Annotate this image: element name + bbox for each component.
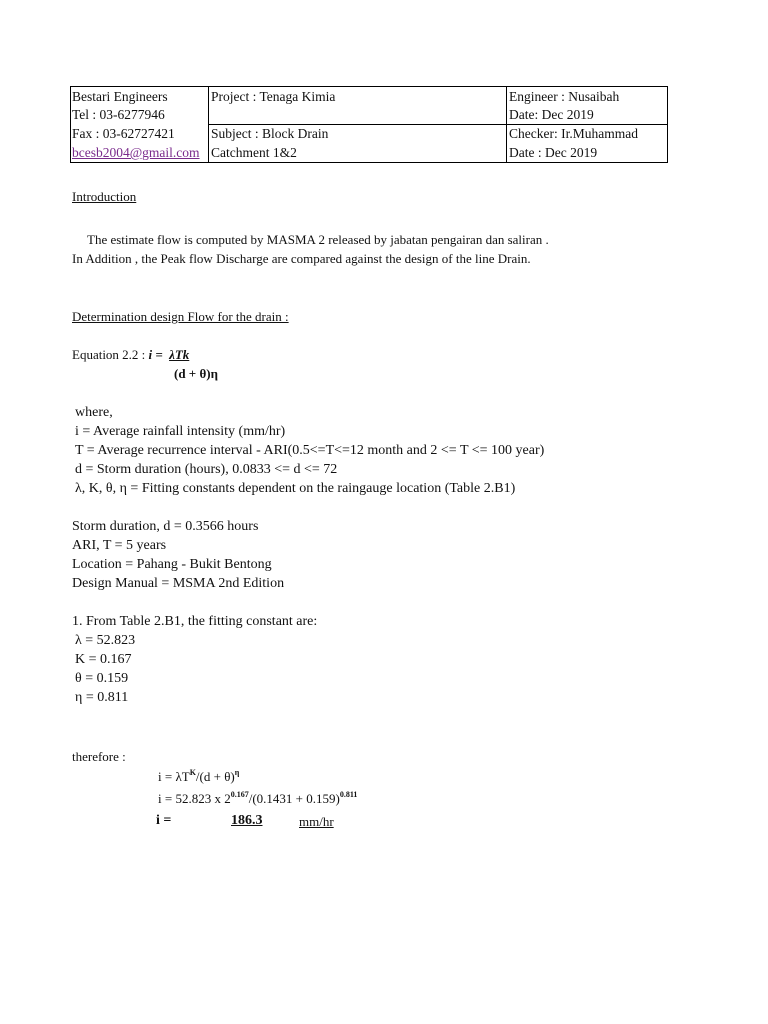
constant-theta: θ = 0.159 <box>75 671 129 686</box>
formula-substituted <box>158 791 357 807</box>
formula-substituted-exp-eta: 0.811 <box>339 790 358 799</box>
constants-heading: 1. From Table 2.B1, the fitting constant are: <box>72 614 318 629</box>
result-label: i = <box>156 813 172 828</box>
formula-general-base: i = λT <box>158 769 190 784</box>
catchment: Catchment 1&2 <box>211 145 297 160</box>
constant-lambda: λ = 52.823 <box>75 633 136 648</box>
intro-line-1: The estimate flow is computed by MASMA 2 released by jabatan pengairan dan saliran . <box>87 232 549 247</box>
formula-general-exp-k: K <box>189 768 196 777</box>
engineer-name: Engineer : Nusaibah <box>509 89 620 104</box>
formula-general-denominator: /(d + θ) <box>195 769 235 784</box>
therefore-label: therefore : <box>72 749 126 764</box>
email-link[interactable]: bcesb2004@gmail.com <box>72 145 200 160</box>
design-heading: Determination design Flow for the drain : <box>72 309 289 324</box>
company-name: Bestari Engineers <box>72 89 168 104</box>
equation-i: i = <box>148 347 163 362</box>
design-manual: Design Manual = MSMA 2nd Edition <box>72 576 285 591</box>
formula-substituted-base: i = 52.823 x 2 <box>158 791 231 806</box>
intro-line-2: In Addition , the Peak flow Discharge are compared against the design of the line Drain. <box>72 251 531 266</box>
checker-name: Checker: Ir.Muhammad <box>509 126 638 141</box>
definition-d: d = Storm duration (hours), 0.0833 <= d <= 72 <box>75 462 338 477</box>
fax-number: Fax : 03-62727421 <box>72 126 175 141</box>
formula-substituted-denominator: /(0.1431 + 0.159) <box>248 791 340 806</box>
equation-denominator: (d + θ)η <box>174 366 218 381</box>
ari-value: ARI, T = 5 years <box>72 538 167 553</box>
definition-t: T = Average recurrence interval - ARI(0.5<=T<=12 month and 2 <= T <= 100 year) <box>75 443 545 458</box>
where-label: where, <box>75 405 113 420</box>
equation-label <box>72 347 189 363</box>
header-table <box>70 86 668 163</box>
storm-duration: Storm duration, d = 0.3566 hours <box>72 519 259 534</box>
location: Location = Pahang - Bukit Bentong <box>72 557 272 572</box>
tel-number: Tel : 03-6277946 <box>72 107 165 122</box>
formula-general-exp-eta: η <box>234 768 240 777</box>
project-name: Project : Tenaga Kimia <box>211 89 336 104</box>
definition-i: i = Average rainfall intensity (mm/hr) <box>75 424 286 439</box>
equation-number: Equation 2.2 : <box>72 347 146 362</box>
header-divider <box>208 124 667 125</box>
formula-general <box>158 769 239 785</box>
intro-heading: Introduction <box>72 189 137 204</box>
subject: Subject : Block Drain <box>211 126 329 141</box>
checker-date: Date : Dec 2019 <box>509 145 598 160</box>
result-value: 186.3 <box>231 813 263 828</box>
formula-substituted-exp-k: 0.167 <box>230 790 249 799</box>
equation-numerator: λTk <box>169 347 190 362</box>
constant-eta: η = 0.811 <box>75 690 129 705</box>
constant-k: K = 0.167 <box>75 652 132 667</box>
definition-constants: λ, K, θ, η = Fitting constants dependent on the raingauge location (Table 2.B1) <box>75 481 516 496</box>
engineer-date: Date: Dec 2019 <box>509 107 594 122</box>
result-unit: mm/hr <box>299 814 334 829</box>
